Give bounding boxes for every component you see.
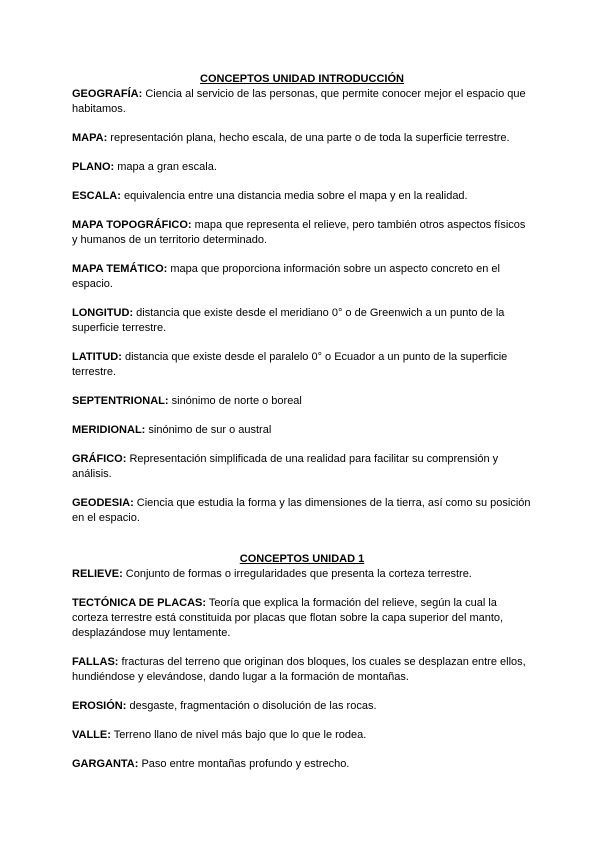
entry-definition: fracturas del terreno que originan dos bloques, los cuales se desplazan entre ellos, hundiéndose y elevándose, dando lugar a la formación de montañas. — [72, 656, 526, 683]
entry-term: ESCALA: — [72, 190, 121, 202]
entry-term: GARGANTA: — [72, 758, 139, 770]
entry-definition: sinónimo de norte o boreal — [168, 395, 302, 407]
entry-term: VALLE: — [72, 729, 111, 741]
section-title: CONCEPTOS UNIDAD 1 — [239, 553, 365, 565]
glossary-entry — [72, 496, 532, 526]
entry-definition: mapa que proporciona información sobre un aspecto concreto en el espacio. — [72, 263, 500, 290]
glossary-entry — [72, 699, 532, 714]
entry-definition: mapa a gran escala. — [114, 161, 217, 173]
entry-term: FALLAS: — [72, 656, 119, 668]
entry-definition: Representación simplificada de una realidad para facilitar su comprensión y análisis. — [72, 453, 499, 480]
glossary-entry — [72, 160, 532, 175]
entry-definition: mapa que representa el relieve, pero también otros aspectos físicos y humanos de un territorio determinado. — [72, 219, 526, 246]
entry-definition: distancia que existe desde el meridiano 0° o de Greenwich a un punto de la superficie terrestre. — [72, 307, 505, 334]
entry-term: MAPA TEMÁTICO: — [72, 263, 168, 275]
entry-definition: desgaste, fragmentación o disolución de las rocas. — [126, 700, 377, 712]
entry-term: EROSIÓN: — [72, 700, 127, 712]
glossary-entry — [72, 567, 532, 582]
glossary-entry — [72, 728, 532, 743]
glossary-entry — [72, 423, 532, 438]
glossary-entry — [72, 262, 532, 292]
glossary-entry — [72, 350, 532, 380]
entry-term: TECTÓNICA DE PLACAS: — [72, 597, 207, 609]
entry-term: GRÁFICO: — [72, 453, 127, 465]
entry-definition: Terreno llano de nivel más bajo que lo que le rodea. — [110, 729, 367, 741]
entry-term: SEPTENTRIONAL: — [72, 395, 169, 407]
entry-term: LATITUD: — [72, 351, 122, 363]
glossary-entry — [72, 306, 532, 336]
document-page — [72, 72, 532, 786]
entry-term: GEOGRAFÍA: — [72, 88, 143, 100]
glossary-entry — [72, 757, 532, 772]
entry-term: PLANO: — [72, 161, 115, 173]
entry-term: LONGITUD: — [72, 307, 134, 319]
glossary-entry — [72, 452, 532, 482]
glossary-entry — [72, 596, 532, 641]
glossary-entry — [72, 87, 532, 117]
entry-term: MAPA TOPOGRÁFICO: — [72, 219, 192, 231]
glossary-entry — [72, 218, 532, 248]
entry-definition: equivalencia entre una distancia media sobre el mapa y en la realidad. — [120, 190, 468, 202]
entry-definition: distancia que existe desde el paralelo 0° o Ecuador a un punto de la superficie terrestre. — [72, 351, 508, 378]
entry-definition: Ciencia al servicio de las personas, que permite conocer mejor el espacio que habitamos. — [72, 88, 526, 115]
entry-definition: Teoría que explica la formación del relieve, según la cual la corteza terrestre está constituida por placas que flotan sobre la capa superior del manto, desplazándose muy lentamente. — [72, 597, 504, 639]
glossary-entry — [72, 655, 532, 685]
section-title: CONCEPTOS UNIDAD INTRODUCCIÓN — [200, 73, 404, 85]
entry-term: RELIEVE: — [72, 568, 123, 580]
glossary-entry — [72, 189, 532, 204]
entry-definition: Conjunto de formas o irregularidades que presenta la corteza terrestre. — [122, 568, 472, 580]
entry-definition: representación plana, hecho escala, de una parte o de toda la superficie terrestre. — [107, 132, 510, 144]
entry-term: MAPA: — [72, 132, 108, 144]
entry-term: MERIDIONAL: — [72, 424, 146, 436]
entry-term: GEODESIA: — [72, 497, 134, 509]
entry-definition: sinónimo de sur o austral — [145, 424, 272, 436]
glossary-entry — [72, 394, 532, 409]
entry-definition: Paso entre montañas profundo y estrecho. — [138, 758, 350, 770]
glossary-entry — [72, 131, 532, 146]
entry-definition: Ciencia que estudia la forma y las dimensiones de la tierra, así como su posición en el espacio. — [72, 497, 531, 524]
